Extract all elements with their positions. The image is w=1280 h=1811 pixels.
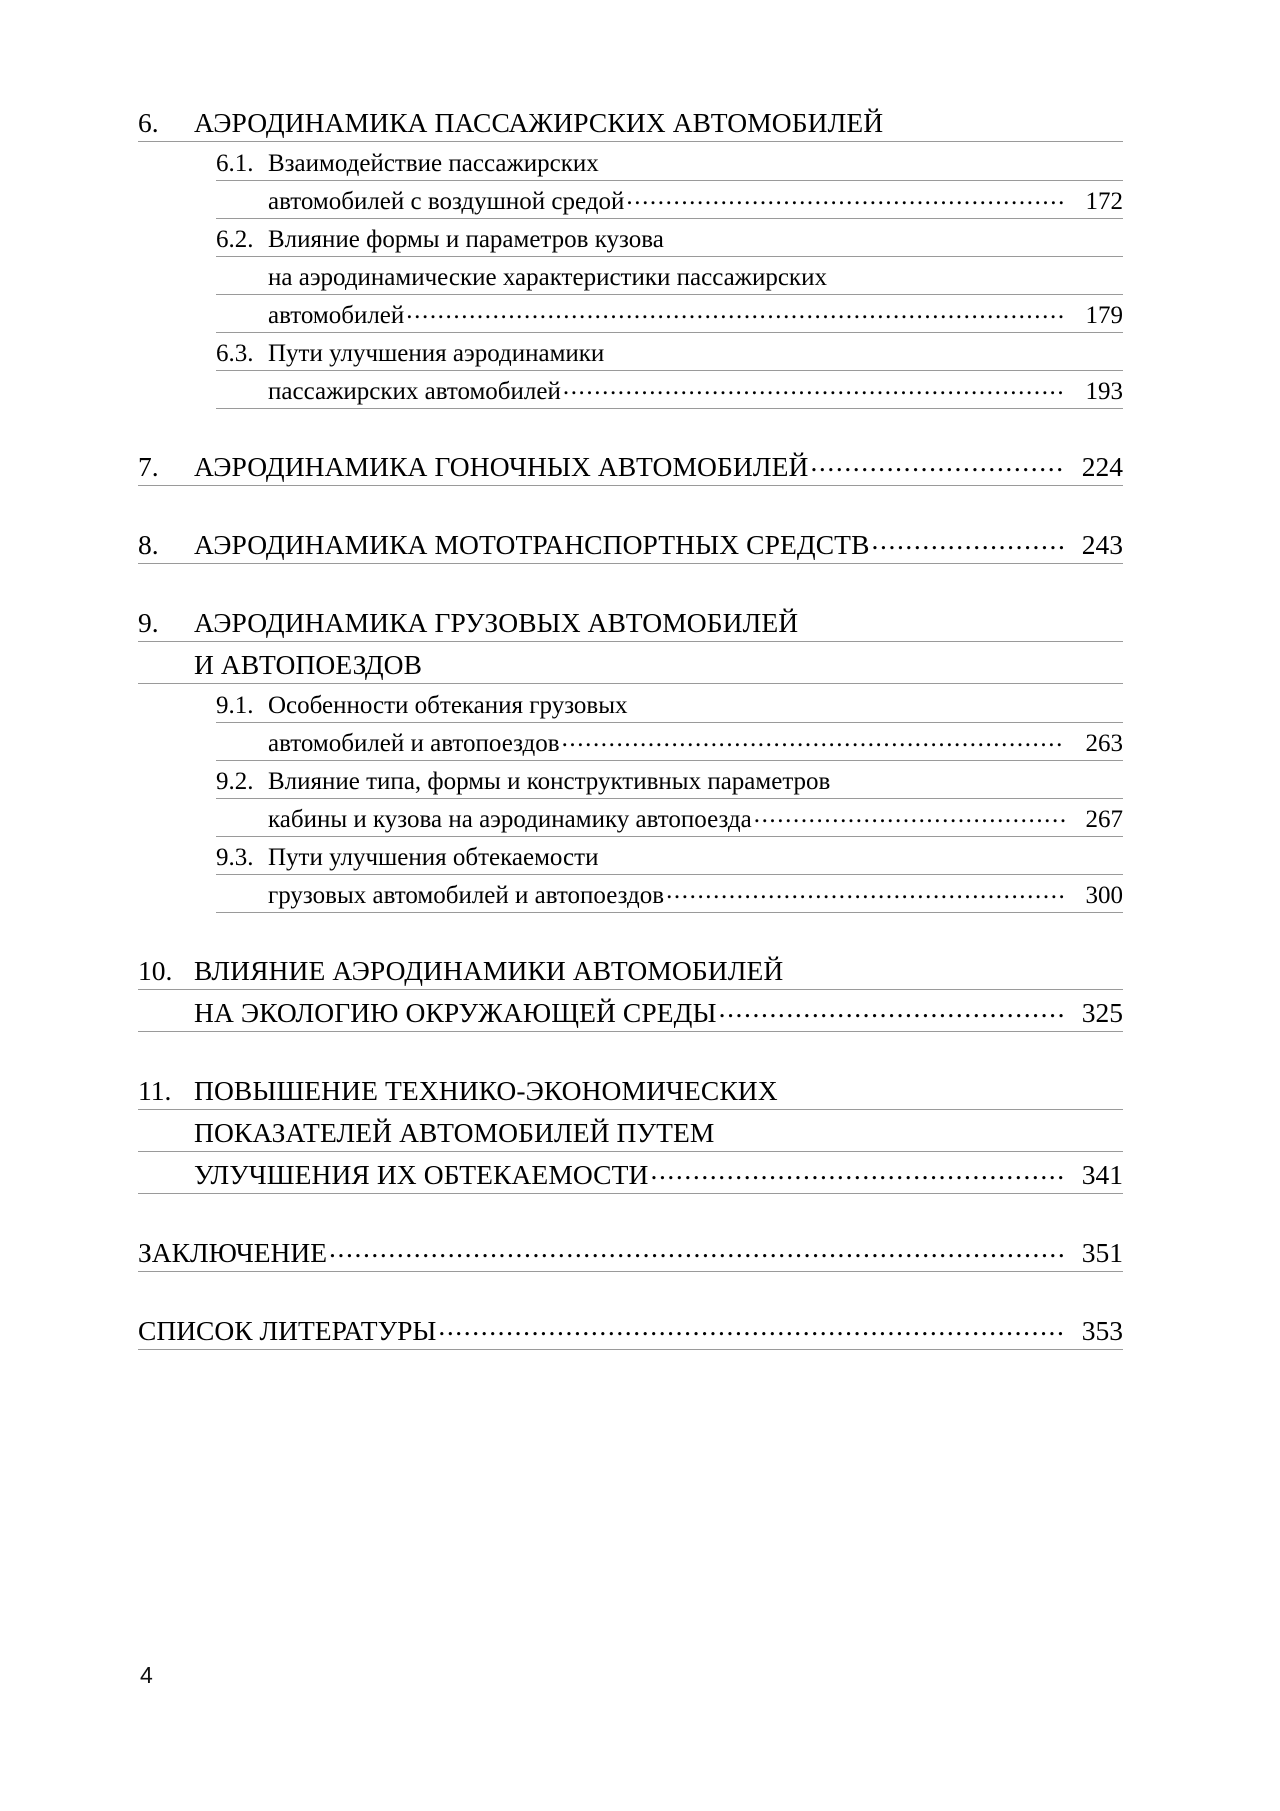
toc-entry-title: Пути улучшения обтекаемости — [268, 844, 599, 871]
dot-leader — [829, 260, 1121, 285]
toc-entry-number: 6.3. — [216, 340, 254, 367]
toc-entry-line[interactable] — [138, 104, 1123, 142]
toc-entry-number: 9. — [138, 606, 159, 638]
dot-leader — [406, 298, 1065, 323]
dot-leader — [606, 336, 1121, 361]
dot-leader — [626, 184, 1065, 209]
dot-leader — [810, 448, 1065, 476]
toc-entry-line[interactable] — [138, 952, 1123, 990]
toc-page-number[interactable]: 267 — [1085, 806, 1123, 833]
toc-entry-title: ВЛИЯНИЕ АЭРОДИНАМИКИ АВТОМОБИЛЕЙ — [194, 954, 784, 986]
toc-entry-line[interactable] — [138, 1156, 1123, 1194]
dot-leader — [600, 840, 1121, 865]
dot-leader — [630, 688, 1121, 713]
toc-entry-line[interactable] — [216, 374, 1123, 409]
toc-entry-line[interactable] — [216, 726, 1123, 761]
toc-entry-title: СПИСОК ЛИТЕРАТУРЫ — [138, 1314, 437, 1346]
toc-entry-title: НА ЭКОЛОГИЮ ОКРУЖАЮЩЕЙ СРЕДЫ — [194, 996, 717, 1028]
toc-entry-title: кабины и кузова на аэродинамику автопоезда — [268, 806, 752, 833]
toc-page-number[interactable]: 353 — [1081, 1314, 1123, 1346]
table-of-contents — [138, 104, 1123, 1354]
toc-entry-line[interactable] — [138, 1072, 1123, 1110]
toc-entry-number: 9.1. — [216, 692, 254, 719]
toc-entry-number: 6.2. — [216, 226, 254, 253]
toc-entry[interactable] — [138, 952, 1123, 1032]
toc-entry-line[interactable] — [216, 146, 1123, 181]
dot-leader — [563, 374, 1065, 399]
footer-page-number: 4 — [140, 1662, 153, 1688]
toc-entry[interactable] — [216, 764, 1123, 837]
toc-entry-line[interactable] — [138, 1114, 1123, 1152]
toc-entry-title: автомобилей и автопоездов — [268, 730, 560, 757]
dot-leader — [438, 1312, 1065, 1340]
toc-entry-title: УЛУЧШЕНИЯ ИХ ОБТЕКАЕМОСТИ — [194, 1158, 649, 1190]
toc-entry-line[interactable] — [138, 526, 1123, 564]
dot-leader — [885, 104, 1121, 132]
toc-entry-title: АЭРОДИНАМИКА ГРУЗОВЫХ АВТОМОБИЛЕЙ — [194, 606, 799, 638]
toc-entry[interactable] — [216, 336, 1123, 409]
toc-entry[interactable] — [216, 146, 1123, 219]
toc-entry-line[interactable] — [216, 298, 1123, 333]
toc-entry-number: 8. — [138, 528, 159, 560]
toc-page-number[interactable]: 351 — [1081, 1236, 1123, 1268]
toc-entry-line[interactable] — [138, 604, 1123, 642]
toc-entry[interactable] — [138, 604, 1123, 684]
dot-leader — [666, 878, 1065, 903]
toc-page-number[interactable]: 224 — [1081, 450, 1123, 482]
toc-entry-title: Взаимодействие пассажирских — [268, 150, 599, 177]
toc-entry[interactable] — [138, 104, 1123, 142]
toc-entry-number: 10. — [138, 954, 173, 986]
entry-spacer — [138, 916, 1123, 952]
toc-entry-number: 9.3. — [216, 844, 254, 871]
dot-leader — [562, 726, 1065, 751]
dot-leader — [754, 802, 1065, 827]
dot-leader — [329, 1234, 1065, 1262]
dot-leader — [650, 1156, 1065, 1184]
entry-spacer — [138, 1198, 1123, 1234]
toc-entry-title: АЭРОДИНАМИКА МОТОТРАНСПОРТНЫХ СРЕДСТВ — [194, 528, 870, 560]
toc-entry-number: 6.1. — [216, 150, 254, 177]
toc-entry-title: Пути улучшения аэродинамики — [268, 340, 605, 367]
toc-page-number[interactable]: 325 — [1081, 996, 1123, 1028]
toc-entry-title: ПОКАЗАТЕЛЕЙ АВТОМОБИЛЕЙ ПУТЕМ — [194, 1116, 715, 1148]
toc-entry-title: на аэродинамические характеристики пассажирских — [268, 264, 827, 291]
dot-leader — [601, 146, 1121, 171]
toc-entry-line[interactable] — [216, 184, 1123, 219]
toc-page-number[interactable]: 341 — [1081, 1158, 1123, 1190]
dot-leader — [780, 1072, 1121, 1100]
toc-entry-line[interactable] — [216, 878, 1123, 913]
dot-leader — [832, 764, 1121, 789]
toc-entry[interactable] — [216, 222, 1123, 333]
toc-entry[interactable] — [138, 1312, 1123, 1350]
toc-entry-line[interactable] — [216, 840, 1123, 875]
toc-entry-line[interactable] — [138, 994, 1123, 1032]
toc-entry-number: 11. — [138, 1074, 172, 1106]
toc-entry-number: 6. — [138, 106, 159, 138]
dot-leader — [424, 646, 1121, 674]
entry-spacer — [138, 1276, 1123, 1312]
toc-entry-title: Особенности обтекания грузовых — [268, 692, 628, 719]
toc-entry-line[interactable] — [216, 802, 1123, 837]
toc-entry-line[interactable] — [216, 260, 1123, 295]
toc-entry-title: пассажирских автомобилей — [268, 378, 561, 405]
toc-entry[interactable] — [138, 1072, 1123, 1194]
toc-page-number[interactable]: 179 — [1085, 302, 1123, 329]
entry-spacer — [138, 1036, 1123, 1072]
toc-entry-line[interactable] — [216, 688, 1123, 723]
toc-entry[interactable] — [216, 688, 1123, 761]
toc-page-number[interactable]: 172 — [1085, 188, 1123, 215]
toc-page-number[interactable]: 193 — [1085, 378, 1123, 405]
toc-entry-line[interactable] — [216, 222, 1123, 257]
dot-leader — [872, 526, 1065, 554]
entry-spacer — [138, 412, 1123, 448]
entry-spacer — [138, 490, 1123, 526]
toc-entry-line[interactable] — [138, 646, 1123, 684]
toc-entry-line[interactable] — [138, 1234, 1123, 1272]
toc-entry-title: автомобилей — [268, 302, 405, 329]
toc-entry-line[interactable] — [216, 336, 1123, 371]
toc-entry-title: автомобилей с воздушной средой — [268, 188, 625, 215]
toc-entry-line[interactable] — [138, 1312, 1123, 1350]
toc-entry-title: Влияние типа, формы и конструктивных параметров — [268, 768, 831, 795]
toc-entry[interactable] — [138, 526, 1123, 564]
toc-entry[interactable] — [138, 1234, 1123, 1272]
dot-leader — [666, 222, 1121, 247]
toc-entry-title: ЗАКЛЮЧЕНИЕ — [138, 1236, 328, 1268]
toc-entry-title: грузовых автомобилей и автопоездов — [268, 882, 665, 909]
toc-entry-title: АЭРОДИНАМИКА ПАССАЖИРСКИХ АВТОМОБИЛЕЙ — [194, 106, 884, 138]
dot-leader — [719, 994, 1065, 1022]
toc-page-number[interactable]: 243 — [1081, 528, 1123, 560]
toc-entry-title: АЭРОДИНАМИКА ГОНОЧНЫХ АВТОМОБИЛЕЙ — [194, 450, 809, 482]
toc-entry-title: ПОВЫШЕНИЕ ТЕХНИКО-ЭКОНОМИЧЕСКИХ — [194, 1074, 778, 1106]
entry-spacer — [138, 568, 1123, 604]
dot-leader — [800, 604, 1121, 632]
toc-entry-line[interactable] — [138, 448, 1123, 486]
toc-entry-number: 7. — [138, 450, 159, 482]
dot-leader — [785, 952, 1121, 980]
toc-entry[interactable] — [216, 840, 1123, 913]
toc-entry-line[interactable] — [216, 764, 1123, 799]
toc-page-number[interactable]: 300 — [1085, 882, 1123, 909]
toc-entry-title: Влияние формы и параметров кузова — [268, 226, 664, 253]
toc-entry[interactable] — [138, 448, 1123, 486]
toc-entry-title: И АВТОПОЕЗДОВ — [194, 648, 423, 680]
toc-entry-number: 9.2. — [216, 768, 254, 795]
toc-page-number[interactable]: 263 — [1085, 730, 1123, 757]
dot-leader — [716, 1114, 1121, 1142]
